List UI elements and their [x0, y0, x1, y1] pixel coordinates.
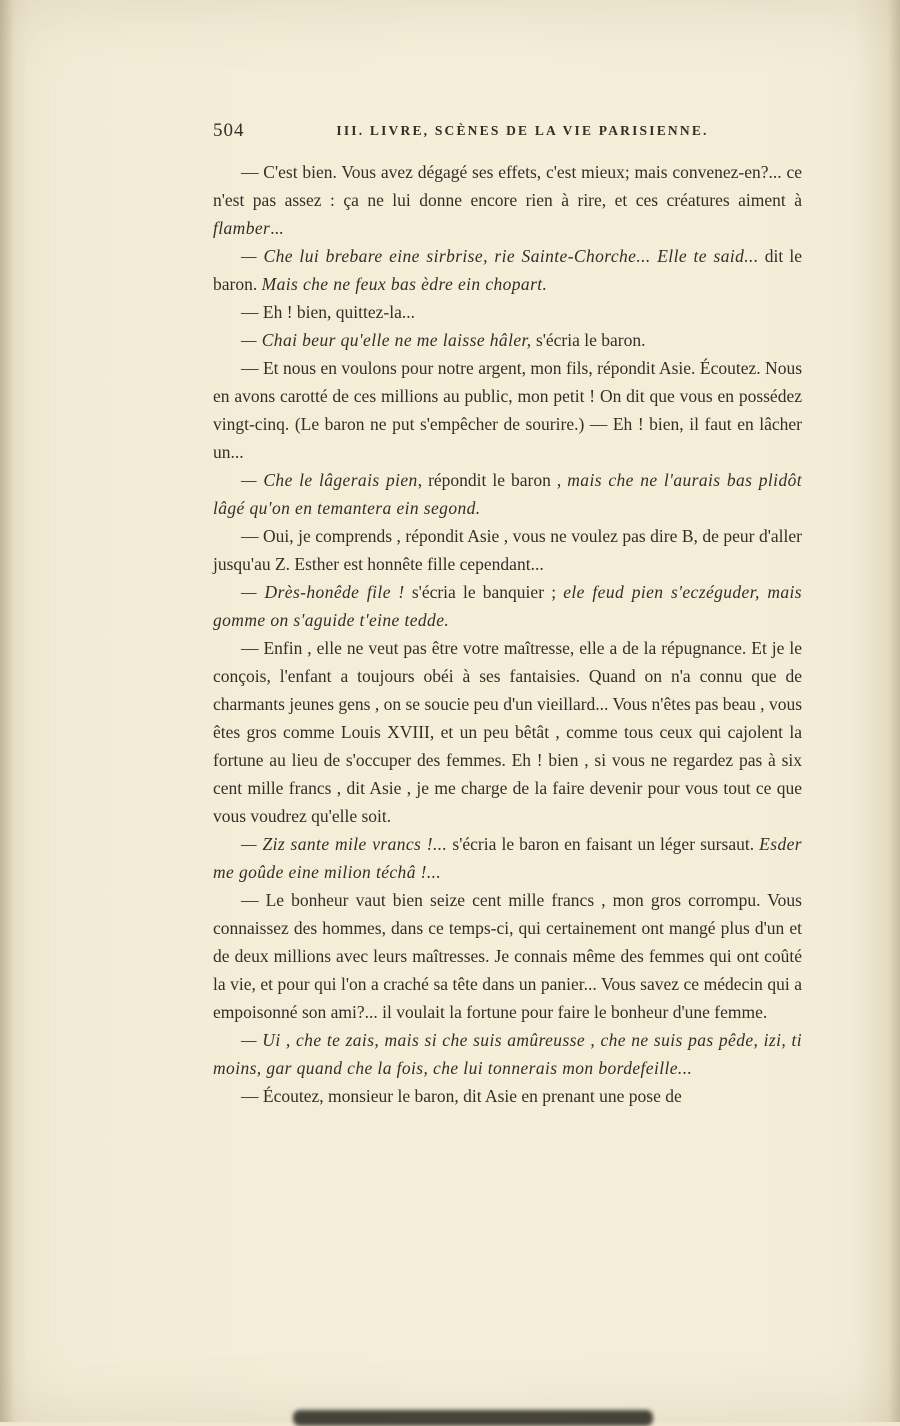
paragraph: [213, 1082, 802, 1110]
text-run: , répondit le baron ,: [417, 470, 568, 490]
page-number: 504: [213, 120, 245, 141]
paragraph: [213, 326, 802, 354]
paragraph: [213, 634, 802, 830]
text-run: — Écoutez, monsieur le baron, dit Asie en prenant une pose de: [241, 1086, 682, 1106]
text-run: ...: [270, 218, 284, 238]
text-run: s'écria le baron en faisant un léger sursaut.: [447, 834, 760, 854]
text-run: — Et nous en voulons pour notre argent, mon fils, répondit Asie. Écoutez. Nous en avons carotté de ces millions au public, mon petit ! On dit que vous en possédez vingt-cinq. (Le baron ne put s'empêcher de sourire.) — Eh ! bien, il faut en lâcher un...: [213, 358, 802, 462]
text-run: s'écria le baron.: [531, 330, 646, 350]
italic-run: Esder me goûde eine milion téchâ !...: [213, 834, 802, 882]
text-block: [213, 118, 802, 1110]
italic-run: — Che le lâgerais pien: [241, 470, 418, 490]
running-header: III. LIVRE, SCÈNES DE LA VIE PARISIENNE.: [336, 123, 709, 138]
text-run: — C'est bien. Vous avez dégagé ses effets, c'est mieux; mais convenez-en?... ce n'est pas assez : ça ne lui donne encore rien à rire, et ces créatures aiment à: [213, 162, 802, 210]
italic-run: ele feud pien s'eczéguder, mais gomme on s'aguide t'eine tedde.: [213, 582, 803, 630]
text-run: dit le baron.: [213, 246, 802, 294]
text-run: — Le bonheur vaut bien seize cent mille francs , mon gros corrompu. Vous connaissez des hommes, dans ce temps-ci, qui certainement ont mangé plus d'un et de deux millions avec leurs maîtresses. Je connais même des femmes qui ont coûté la vie, et pour qui l'on a craché sa tête dans un panier... Vous savez ce médecin qui a empoisonné son ami?... il voulait la fortune pour faire le bonheur d'une femme.: [213, 890, 802, 1022]
text-run: — Eh ! bien, quittez-la...: [241, 302, 415, 322]
italic-run: mais che ne l'aurais bas plidôt lâgé qu'on en temantera ein segond.: [213, 470, 803, 518]
page-right-edge-shading: [888, 0, 900, 1422]
paragraph: [213, 886, 802, 1026]
italic-run: — Ui , che te zais, mais si che suis amûreusse , che ne suis pas pêde, izi, ti moins, gar quand che la fois, che lui tonnerais mon bordefeille...: [213, 1030, 802, 1078]
italic-run: flamber: [213, 218, 271, 238]
paragraph: [213, 242, 802, 298]
paragraph: [213, 158, 802, 242]
italic-run: — Chai beur qu'elle ne me laisse hâler,: [241, 330, 532, 350]
paragraph: [213, 298, 802, 326]
text-run: — Oui, je comprends , répondit Asie , vous ne voulez pas dire B, de peur d'aller jusqu'au Z. Esther est honnête fille cependant...: [213, 526, 802, 574]
italic-run: — Ziz sante mile vrancs !...: [241, 834, 448, 854]
italic-run: Mais che ne feux bas èdre ein chopart.: [261, 274, 548, 294]
page-body: [213, 158, 802, 1110]
scan-edge-shadow: [293, 1410, 653, 1426]
paragraph: [213, 1026, 802, 1082]
italic-run: — Che lui brebare eine sirbrise, rie Sainte-Chorche... Elle te said...: [241, 246, 759, 266]
paragraph: [213, 578, 802, 634]
paragraph: [213, 354, 802, 466]
paragraph: [213, 830, 802, 886]
paragraph: [213, 522, 802, 578]
page-left-edge-shading: [0, 0, 14, 1422]
page-header: [213, 118, 802, 144]
text-run: s'écria le banquier ;: [404, 582, 564, 602]
italic-run: — Drès-honêde file !: [241, 582, 405, 602]
paragraph: [213, 466, 802, 522]
text-run: — Enfin , elle ne veut pas être votre maîtresse, elle a de la répugnance. Et je le conçois, l'enfant a toujours obéi à ses fantaisies. Quand on n'a connu que de charmants jeunes gens , on se soucie peu d'un vieillard... Vous n'êtes pas beau , vous êtes gros comme Louis XVIII, et un peu bêtât , comme tous ceux qui cajolent la fortune au lieu de s'occuper des femmes. Eh ! bien , si vous ne regardez pas à six cent mille francs , dit Asie , je me charge de la faire devenir pour vous tout ce que vous voudrez qu'elle soit.: [213, 638, 802, 826]
